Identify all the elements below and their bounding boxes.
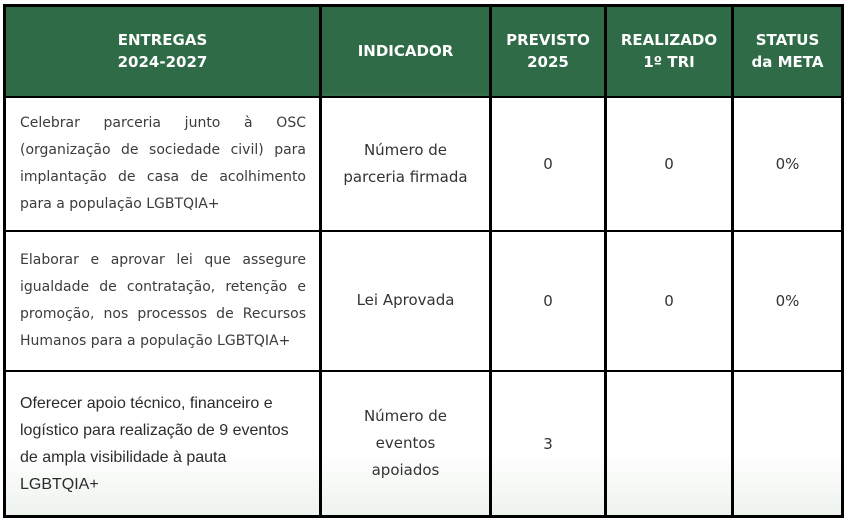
cell-previsto: 3 bbox=[491, 371, 606, 516]
metas-table bbox=[3, 4, 844, 518]
cell-previsto: 0 bbox=[491, 97, 606, 231]
header-entregas-line1: ENTREGAS bbox=[117, 30, 208, 49]
header-indicador-line1: INDICADOR bbox=[357, 42, 454, 60]
cell-previsto: 0 bbox=[491, 231, 606, 371]
cell-realizado: 0 bbox=[606, 97, 733, 231]
column-header-indicador bbox=[321, 6, 491, 97]
column-header-realizado bbox=[606, 6, 733, 97]
indicador-text: Número de eventos apoiados bbox=[363, 407, 448, 480]
table-row bbox=[5, 371, 843, 516]
cell-status: 0% bbox=[733, 231, 843, 371]
cell-entrega: Celebrar parceria junto à OSC (organização de sociedade civil) para implantação de casa de acolhimento para a população LGBTQIA+ bbox=[5, 97, 321, 231]
cell-realizado bbox=[606, 371, 733, 516]
header-previsto-line2: 2025 bbox=[527, 53, 569, 72]
header-status-line2: da META bbox=[751, 53, 824, 72]
header-row bbox=[5, 6, 843, 97]
cell-status: 0% bbox=[733, 97, 843, 231]
table-row bbox=[5, 97, 843, 231]
indicador-text: Número de parceria firmada bbox=[343, 140, 468, 186]
cell-indicador bbox=[321, 371, 491, 516]
column-header-previsto bbox=[491, 6, 606, 97]
header-previsto-line1: PREVISTO bbox=[506, 30, 590, 49]
header-status-line1: STATUS bbox=[755, 30, 820, 49]
cell-realizado: 0 bbox=[606, 231, 733, 371]
cell-indicador bbox=[321, 97, 491, 231]
table-row bbox=[5, 231, 843, 371]
indicador-text: Lei Aprovada bbox=[356, 291, 455, 310]
cell-entrega: Elaborar e aprovar lei que assegure igualdade de contratação, retenção e promoção, nos processos de Recursos Humanos para a população LGBTQIA+ bbox=[5, 231, 321, 371]
column-header-entregas bbox=[5, 6, 321, 97]
cell-indicador bbox=[321, 231, 491, 371]
header-entregas-line2: 2024-2027 bbox=[117, 53, 208, 72]
cell-status bbox=[733, 371, 843, 516]
header-realizado-line2: 1º TRI bbox=[643, 53, 695, 72]
cell-entrega: Oferecer apoio técnico, financeiro e logístico para realização de 9 eventos de ampla visibilidade à pauta LGBTQIA+ bbox=[5, 371, 321, 516]
column-header-status bbox=[733, 6, 843, 97]
header-realizado-line1: REALIZADO bbox=[620, 30, 718, 49]
